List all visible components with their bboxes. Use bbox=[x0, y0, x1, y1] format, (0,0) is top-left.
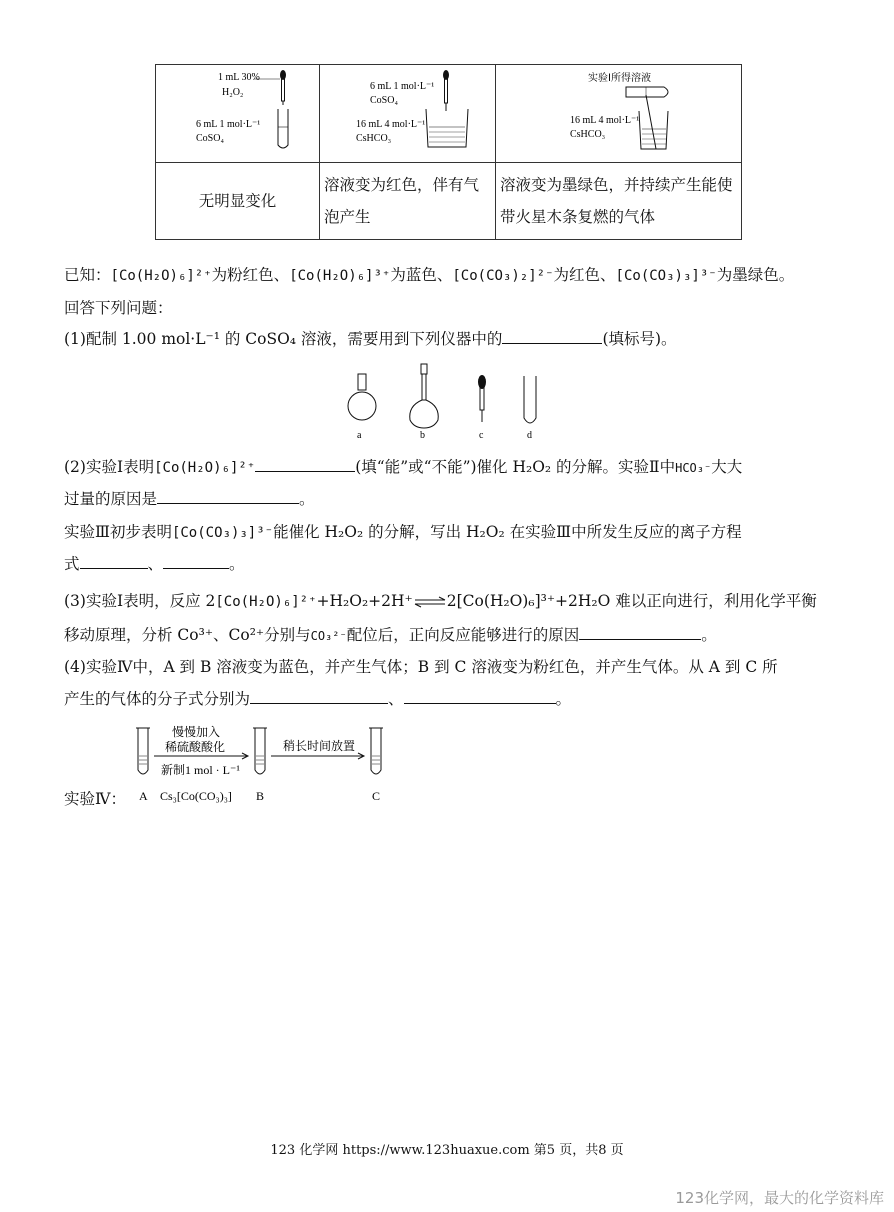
exp2-result-cell bbox=[320, 163, 496, 240]
q3-line-1 bbox=[64, 590, 817, 613]
q2-line-3 bbox=[64, 521, 742, 544]
q3-reactants: +H₂O₂+2H⁺ bbox=[316, 592, 413, 610]
exp1-result: 无明显变化 bbox=[198, 192, 277, 210]
q2-exp3-prefix: 实验Ⅲ初步表明 bbox=[64, 523, 172, 541]
known-line bbox=[64, 264, 794, 287]
q2-can-blank[interactable] bbox=[255, 457, 355, 472]
exp4-arrow1-bottom: 新制1 mol · L⁻¹ bbox=[161, 763, 240, 777]
q2-line-4 bbox=[64, 553, 245, 575]
q2-reason-blank[interactable] bbox=[157, 489, 299, 504]
q3-line-2 bbox=[64, 624, 717, 647]
q2-reason-label: 过量的原因是 bbox=[64, 490, 158, 508]
q2-eq-end: 。 bbox=[229, 555, 245, 573]
q4-line-1: (4)实验Ⅳ中，A 到 B 溶液变为蓝色，并产生气体；B 到 C 溶液变为粉红色，并产生气体。从 A 到 C 所 bbox=[64, 658, 778, 676]
q2-text-1: (填“能”或“不能”)催化 H₂O₂ 的分解。实验Ⅱ中 bbox=[355, 458, 676, 476]
exp2-result: 溶液变为红色，伴有气泡产生 bbox=[324, 176, 480, 226]
exp1-h2o2-label: H₂O₂ bbox=[222, 87, 244, 98]
q3-reason-blank[interactable] bbox=[579, 625, 701, 640]
known-prefix: 已知： bbox=[64, 266, 111, 284]
q2-complex-1: [Co(H₂O)₆]²⁺ bbox=[154, 460, 256, 476]
q4-sep: 、 bbox=[388, 690, 404, 708]
instrument-label-a: a bbox=[357, 430, 362, 441]
exp3-solution-label: 实验Ⅰ所得溶液 bbox=[588, 73, 651, 84]
q4-end: 。 bbox=[555, 690, 572, 708]
q4-text: 产生的气体的分子式分别为 bbox=[64, 690, 251, 708]
exp4-arrow1-line2: 稀硫酸酸化 bbox=[165, 740, 226, 754]
q1-text: (1)配制 1.00 mol·L⁻¹ 的 CoSO₄ 溶液，需要用到下列仪器中的 bbox=[64, 330, 503, 348]
exp3-apparatus-figure bbox=[496, 65, 741, 158]
q1-instrument-figure bbox=[340, 362, 550, 444]
exp1-apparatus-cell bbox=[156, 65, 320, 163]
q2-bicarbonate-ion: HCO₃⁻ bbox=[675, 461, 712, 475]
exp2-coso4-conc: 6 mL 1 mol·L⁻¹ bbox=[370, 81, 435, 92]
exp3-result: 溶液变为墨绿色，并持续产生能使带火星木条复燃的气体 bbox=[500, 176, 733, 226]
q3-text-2: 配位后，正向反应能够进行的原因 bbox=[346, 626, 580, 644]
known-complex-4: [Co(CO₃)₃]³⁻ bbox=[615, 268, 717, 284]
tube-a-label: A bbox=[139, 789, 148, 803]
exp3-cshco3-label: CsHCO₃ bbox=[570, 129, 606, 140]
exp1-h2o2-volume: 1 mL 30% bbox=[218, 72, 260, 83]
exp2-cshco3-conc: 16 mL 4 mol·L⁻¹ bbox=[356, 119, 426, 130]
q4-gas-blank-1[interactable] bbox=[250, 689, 388, 704]
q1-answer-blank[interactable] bbox=[502, 329, 602, 344]
q2-prefix: (2)实验Ⅰ表明 bbox=[64, 458, 155, 476]
q2-equation-blank-2[interactable] bbox=[163, 554, 229, 569]
known-text-2: 为蓝色、 bbox=[390, 266, 453, 284]
instrument-label-d: d bbox=[527, 430, 532, 441]
q2-eq-label: 式 bbox=[64, 555, 80, 573]
q3-end: 。 bbox=[701, 626, 717, 644]
q3-text-1: 移动原理，分析 Co³⁺、Co²⁺分别与 bbox=[64, 626, 311, 644]
q1-suffix: (填标号)。 bbox=[602, 330, 677, 348]
exp2-apparatus-figure bbox=[320, 65, 495, 158]
exp1-result-cell bbox=[156, 163, 320, 240]
site-watermark: 123化学网，最大的化学资料库 bbox=[675, 1189, 884, 1207]
exp3-apparatus-cell bbox=[496, 65, 742, 163]
exp1-coso4-conc: 6 mL 1 mol·L⁻¹ bbox=[196, 119, 261, 130]
q3-complex: [Co(H₂O)₆]²⁺ bbox=[215, 594, 317, 610]
q4-gas-blank-2[interactable] bbox=[404, 689, 556, 704]
q3-carbonate-ion: CO₃²⁻ bbox=[310, 629, 347, 643]
q2-equation-blank-1[interactable] bbox=[80, 554, 148, 569]
exp4-arrow1-line1: 慢慢加入 bbox=[172, 725, 221, 739]
exp1-coso4-label: CoSO₄ bbox=[196, 133, 224, 144]
q2-exp3-text: 能催化 H₂O₂ 的分解，写出 H₂O₂ 在实验Ⅲ中所发生反应的离子方程 bbox=[273, 523, 742, 541]
known-complex-2: [Co(H₂O)₆]³⁺ bbox=[289, 268, 391, 284]
q3-products: 2[Co(H₂O)₆]³⁺+2H₂O 难以正向进行，利用化学平衡 bbox=[446, 592, 817, 610]
exp4-arrow2-label: 稍长时间放置 bbox=[283, 739, 356, 753]
known-complex-3: [Co(CO₃)₂]²⁻ bbox=[452, 268, 554, 284]
q2-eq-sep: 、 bbox=[147, 555, 164, 573]
known-text-1: 为粉红色、 bbox=[211, 266, 290, 284]
exp2-apparatus-cell bbox=[320, 65, 496, 163]
known-complex-1: [Co(H₂O)₆]²⁺ bbox=[110, 268, 212, 284]
exp2-coso4-label: CoSO₄ bbox=[370, 95, 398, 106]
answer-prompt: 回答下列问题： bbox=[64, 299, 173, 317]
experiment-table bbox=[155, 64, 742, 240]
known-text-4: 为墨绿色。 bbox=[716, 266, 795, 284]
exp1-apparatus-figure bbox=[156, 65, 319, 158]
exp3-result-cell bbox=[496, 163, 742, 240]
q4-line-2 bbox=[64, 688, 571, 710]
exp4-figure bbox=[128, 722, 398, 810]
page-footer: 123 化学网 https://www.123huaxue.com 第5 页，共8 页 bbox=[270, 1143, 624, 1158]
q2-complex-2: [Co(CO₃)₃]³⁻ bbox=[171, 525, 274, 541]
instrument-label-b: b bbox=[420, 430, 425, 441]
tube-b-label: B bbox=[256, 789, 265, 803]
q1-line bbox=[64, 328, 677, 350]
exp4-reagent: Cs₃[Co(CO₃)₃] bbox=[160, 789, 232, 803]
exp3-cshco3-conc: 16 mL 4 mol·L⁻¹ bbox=[570, 115, 640, 126]
instrument-label-c: c bbox=[479, 430, 484, 441]
exp2-cshco3-label: CsHCO₃ bbox=[356, 133, 392, 144]
q3-prefix: (3)实验Ⅰ表明，反应 2 bbox=[64, 592, 216, 610]
exp4-label: 实验Ⅳ： bbox=[64, 790, 126, 808]
q2-line-2 bbox=[64, 488, 315, 510]
equilibrium-arrow-icon bbox=[413, 596, 447, 608]
q2-line-1 bbox=[64, 456, 742, 479]
q2-text-2: 大大 bbox=[711, 458, 743, 476]
known-text-3: 为红色、 bbox=[553, 266, 616, 284]
tube-c-label: C bbox=[372, 789, 381, 803]
q2-reason-end: 。 bbox=[299, 490, 315, 508]
